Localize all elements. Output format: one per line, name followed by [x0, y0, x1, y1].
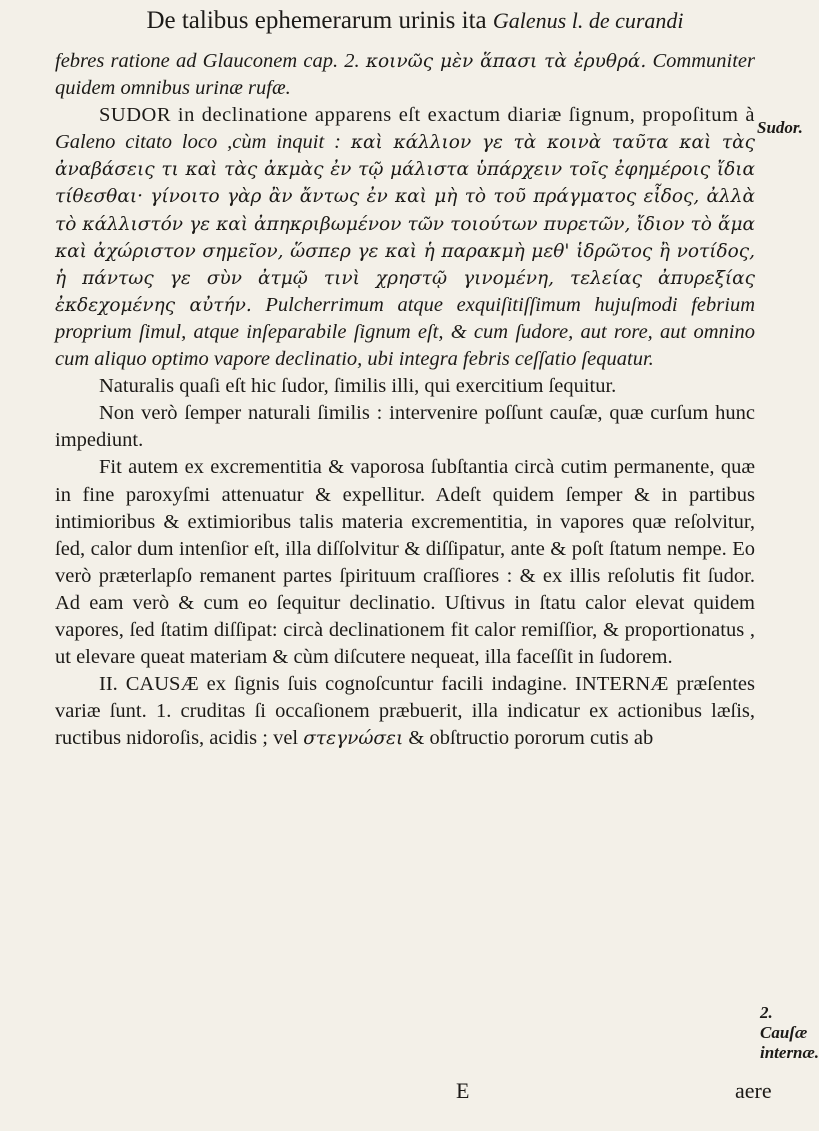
paragraph-naturalis: Naturalis quaſi eſt hic ſudor, ſimilis illi, qui exercitium ſequitur.: [99, 375, 617, 398]
page-body: [55, 48, 755, 752]
catchword: aere: [735, 1078, 772, 1103]
galen-reference: Galeno citato loco ,cùm inquit :: [55, 131, 341, 154]
causae-tail: & obſtructio pororum cutis ab: [408, 727, 654, 750]
running-head-reference: Galenus l. de curandi: [492, 8, 684, 33]
paragraph-sudor: [55, 102, 755, 373]
latin-translation: Communiter quidem omnibus urinæ rufæ.: [55, 50, 755, 100]
margin-note-sudor: Sudor.: [757, 118, 803, 137]
greek-word: στεγνώσει: [303, 728, 404, 750]
greek-quote: κοινῶς μὲν ἅπασι τὰ ἐρυθρά.: [365, 51, 647, 72]
margin-note-causae: 2. Cauſæ internæ.: [760, 1003, 819, 1062]
causae-lead: II. CAUSÆ ex ſignis ſuis cognoſcuntur facili indagine. INTERNÆ præſentes variæ ſunt. 1. cruditas ſi occaſionem præbuerit, illa indicatur ex actionibus læſis, ructibus nidoroſis, acidis ; vel: [55, 673, 755, 750]
latin-translation-passage: Pulcherrimum atque exquiſitiſſimum hujuſmodi febrium proprium ſimul, atque inſeparabile ſignum eſt, & cum ſudore, aut rore, aut omnino cum aliquo optimo vapore declinatio, ubi integra febris ceſſatio ſequatur.: [55, 293, 755, 371]
sudor-lead: SUDOR in declinatione apparens eſt exactum diariæ ſignum, propoſitum à: [99, 104, 755, 127]
paragraph-galen-quote: [55, 48, 755, 102]
signature-mark: E: [456, 1078, 470, 1103]
paragraph-non-semper: Non verò ſemper naturali ſimilis : intervenire poſſunt cauſæ, quæ curſum hunc impediunt.: [55, 402, 755, 452]
paragraph-causae: [55, 671, 755, 752]
running-head-text: De talibus ephemerarum urinis ita: [146, 7, 487, 34]
latin-citation: febres ratione ad Glauconem cap. 2.: [55, 50, 360, 72]
running-head: [45, 6, 785, 36]
paragraph-fit-autem: Fit autem ex excrementitia & vaporosa ſubſtantia circà cutim permanente, quæ in fine paroxyſmi attenuatur & expellitur. Adeſt quidem ſemper & in partibus intimioribus & extimioribus talis materia excrementitia, in vapores quæ reſolvitur, ſed, calor dum intenſior eſt, illa diſſolvitur & diſſipatur, ante & poſt ſtatum nempe. Eo verò præterlapſo remanent partes ſpirituum craſſiores : & ex illis reſolutis fit ſudor. Ad eam verò & cum eo ſequitur declinatio. Uſtivus in ſtatu calor elevat quidem vapores, ſed ſtatim diſſipat: circà declinationem fit calor remiſſior, & proportionatus , ut elevare queat materiam & cùm diſcutere nequeat, illa faceſſit in ſudorem.: [55, 456, 755, 669]
greek-passage: καὶ κάλλιον γε τὰ κοινὰ ταῦτα καὶ τὰς ἀναβάσεις τι καὶ τὰς ἀκμὰς ἐν τῷ μάλιστα ὑπάρχειν τοῖς ἐφημέροις ἴδια τίθεσθαι· γίνοιτο γὰρ ἂν ἄντως ἐν καὶ μὴ τὸ τοῦ πράγματος εἶδος, ἀλλὰ τὸ κάλλιστόν γε καὶ ἀπηκριβωμένον τῶν τοιούτων πυρετῶν, ἴδιον τὸ ἅμα καὶ ἀχώριστον σημεῖον, ὥσπερ γε καὶ ἡ παρακμὴ μεθ' ἱδρῶτος ἢ νοτίδος, ἡ πάντως γε σὺν ἀτμῷ τινὶ χρηστῷ γινομένη, τελείας ἀπυρεξίας ἐκδεχομένης αὐτήν.: [55, 132, 755, 316]
